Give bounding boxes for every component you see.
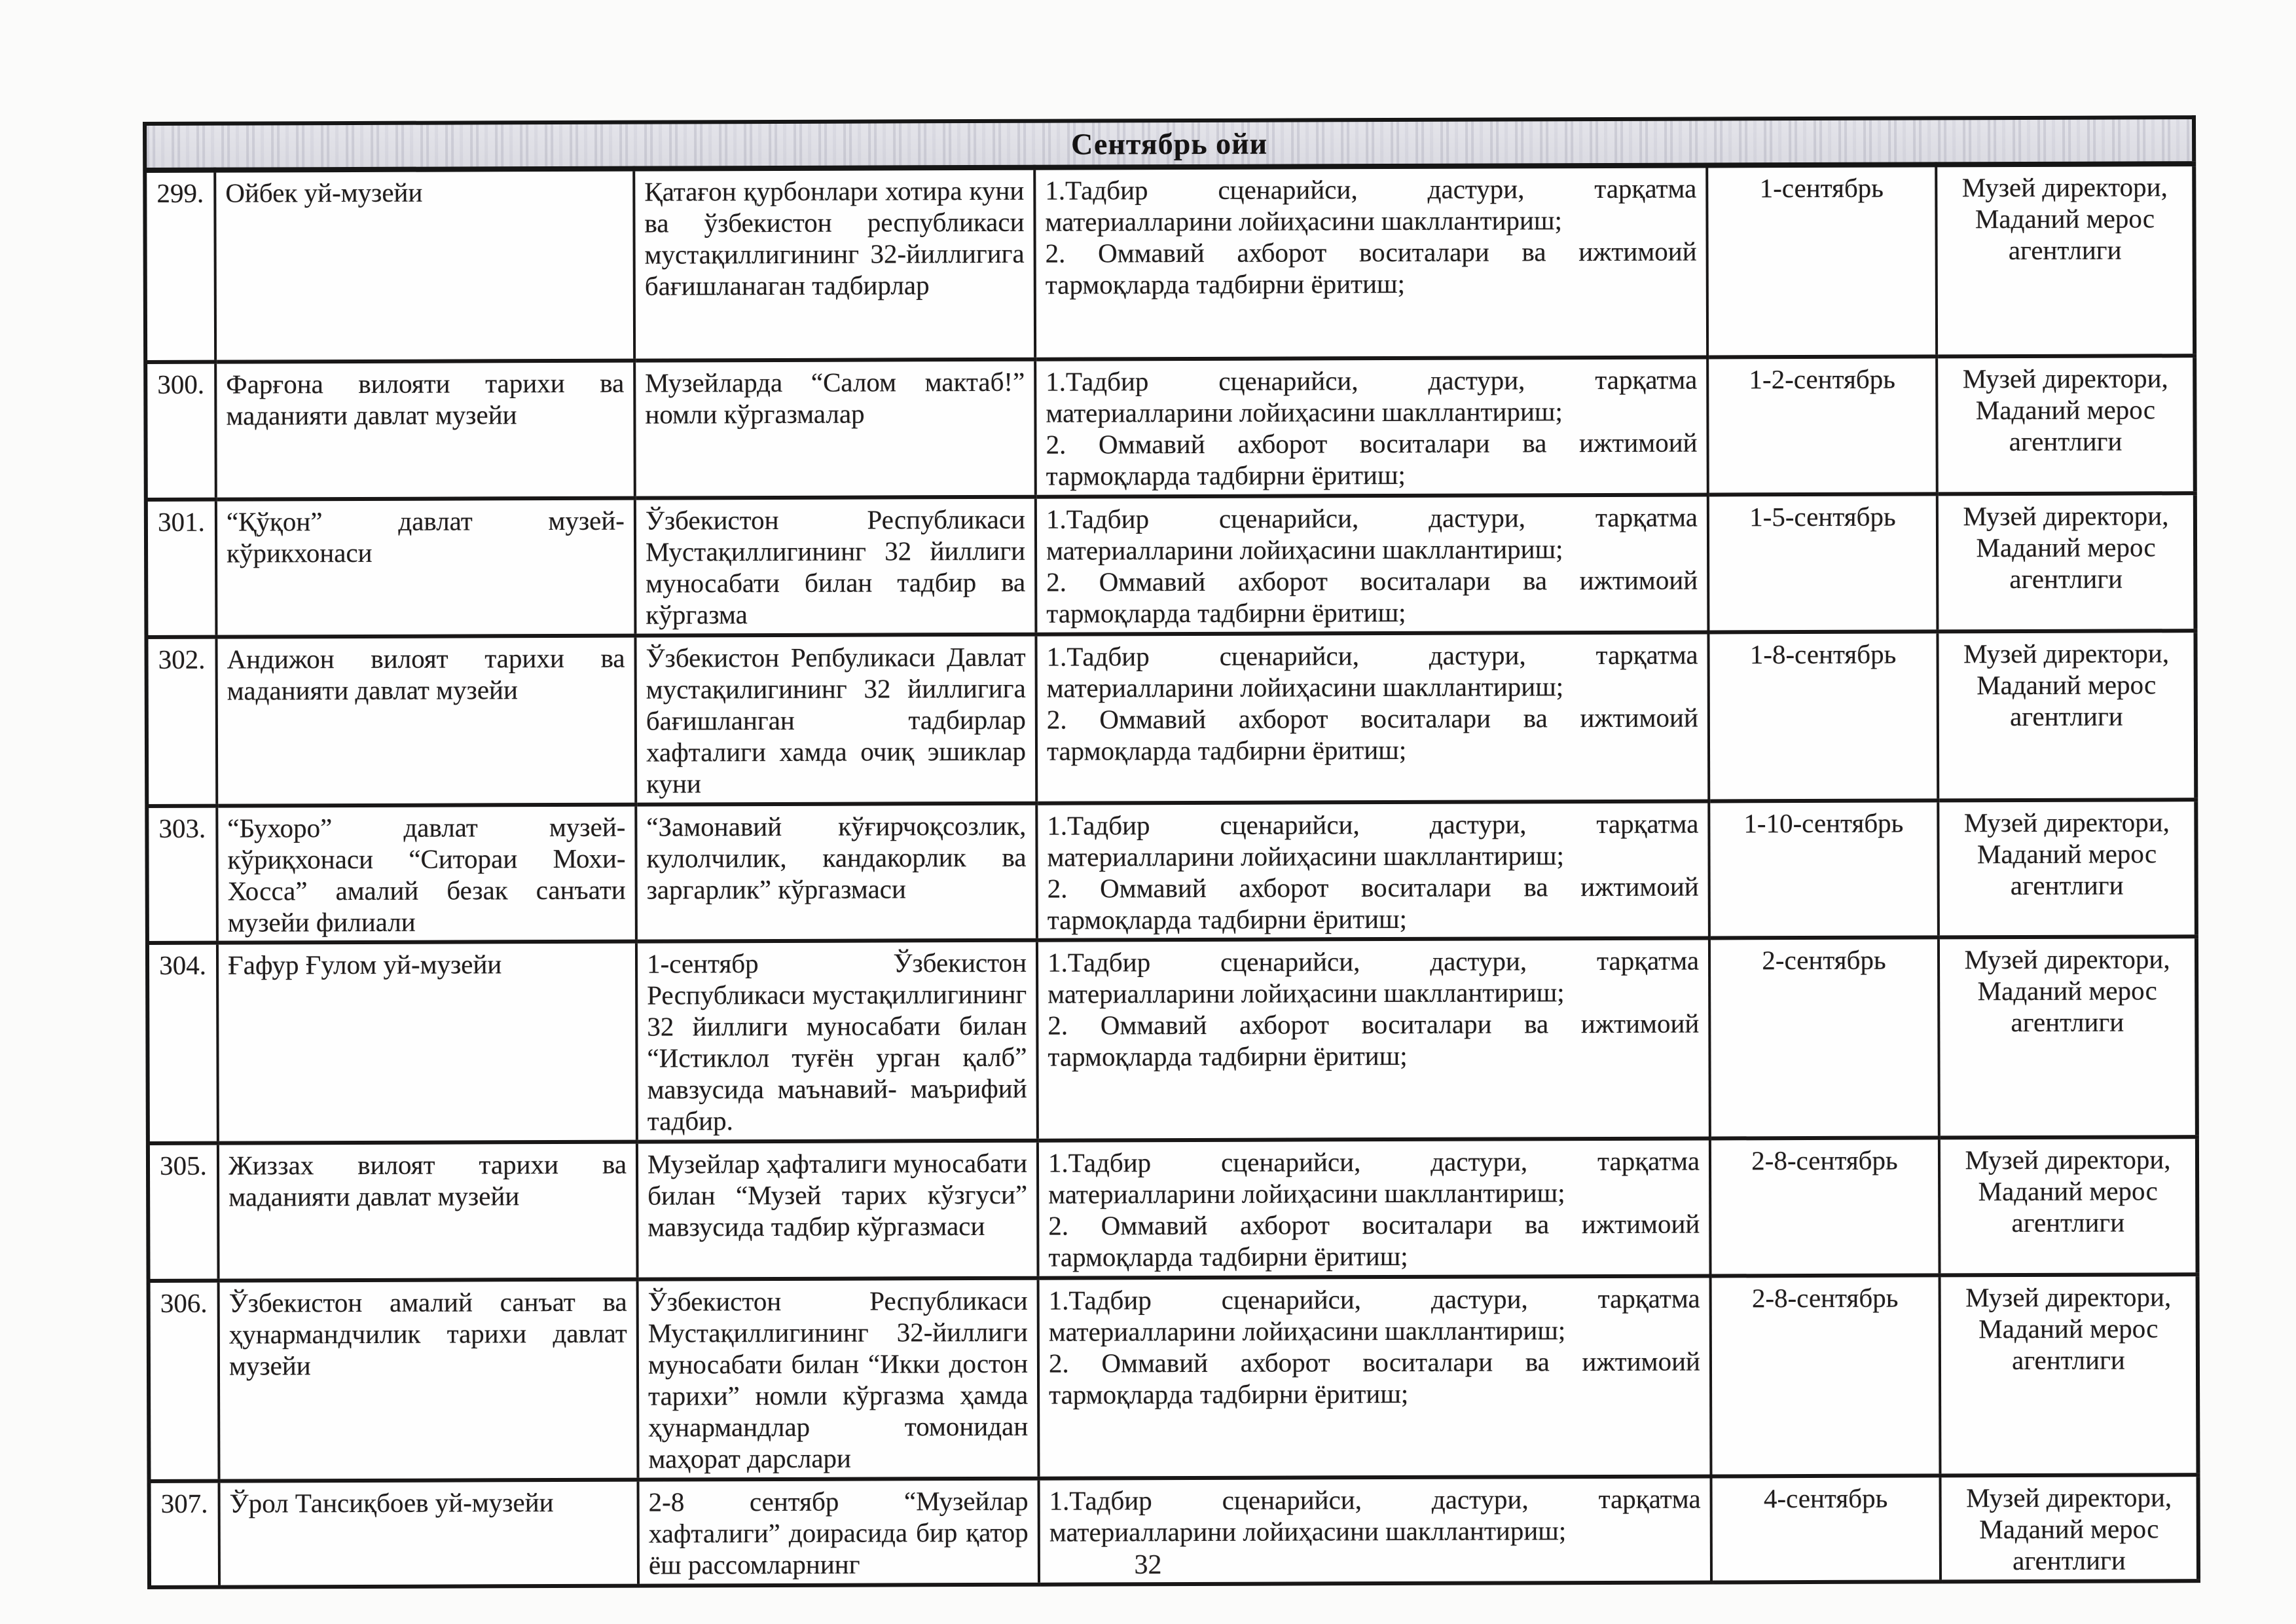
date-cell: 4-сентябрь: [1711, 1475, 1941, 1582]
table-row: [148, 1137, 2198, 1281]
row-number-cell: 304.: [147, 943, 218, 1143]
task-item-2: 2. Оммавий ахборот воситалари ва ижтимоий тармоқларда тадбирни ёритиш;: [1048, 1208, 1700, 1272]
task-item-2: 2. Оммавий ахборот воситалари ва ижтимоий тармоқларда тадбирни ёритиш;: [1048, 1346, 1701, 1410]
tasks-cell: [1038, 1276, 1711, 1479]
table-row: [145, 356, 2195, 500]
page-number: 32: [1134, 1550, 1162, 1580]
row-number-cell: 303.: [147, 805, 217, 943]
responsible-cell: Музей директори, Маданий мерос агентлиги: [1937, 356, 2195, 494]
tasks-cell: [1036, 494, 1709, 634]
task-item-1: 1.Тадбир сценарийси, дастури, тарқатма материалларини лойиҳасини шакллантириш;: [1047, 808, 1699, 872]
table-row: [147, 937, 2197, 1144]
event-description-cell: Ўзбекистон Республикаси Мустақиллигининг 32-йиллиги муносабати билан “Икки достон тарихи” номли кўргазма ҳамда ҳунармандлар томонидан маҳорат дарслари: [638, 1278, 1039, 1480]
date-cell: 1-5-сентябрь: [1708, 494, 1938, 632]
date-cell: 2-сентябрь: [1709, 938, 1939, 1139]
task-item-2: 2. Оммавий ахборот воситалари ва ижтимоий тармоқларда тадбирни ёритиш;: [1048, 1008, 1700, 1073]
event-description-cell: Музейларда “Салом мактаб!” номли кўргазмалар: [634, 360, 1036, 498]
responsible-cell: Музей директори, Маданий мерос агентлиги: [1941, 1475, 2199, 1581]
date-cell: 1-10-сентябрь: [1709, 800, 1939, 938]
museum-name-cell: Ойбек уй-музейи: [215, 169, 634, 362]
task-item-1: 1.Тадбир сценарийси, дастури, тарқатма материалларини лойиҳасини шакллантириш;: [1046, 502, 1698, 566]
task-item-2: 2. Оммавий ахборот воситалари ва ижтимоий тармоқларда тадбирни ёритиш;: [1046, 564, 1698, 629]
table-row: [145, 164, 2195, 362]
tasks-cell: [1038, 1139, 1711, 1278]
task-item-1: 1.Тадбир сценарийси, дастури, тарқатма материалларини лойиҳасини шакллантириш;: [1048, 1145, 1700, 1209]
date-cell: 1-8-сентябрь: [1708, 631, 1938, 801]
row-number-cell: 302.: [146, 637, 217, 805]
month-header-row: [145, 117, 2194, 170]
row-number-cell: 301.: [146, 500, 217, 637]
responsible-cell: Музей директори, Маданий мерос агентлиги: [1937, 631, 2196, 800]
responsible-cell: Музей директори, Маданий мерос агентлиги: [1940, 1274, 2198, 1475]
date-cell: 2-8-сентябрь: [1710, 1138, 1940, 1276]
museum-name-cell: Ғафур Ғулом уй-музейи: [217, 942, 637, 1143]
task-item-2: 2. Оммавий ахборот воситалари ва ижтимоий тармоқларда тадбирни ёритиш;: [1045, 236, 1697, 300]
events-table-wrapper: [143, 115, 2200, 1589]
task-item-1: 1.Тадбир сценарийси, дастури, тарқатма материалларини лойиҳасини шакллантириш;: [1047, 946, 1700, 1010]
table-row: [146, 493, 2196, 637]
table-row: [146, 631, 2196, 806]
museum-name-cell: “Қўқон” давлат музей-кўрикхонаси: [216, 498, 636, 637]
table-row: [149, 1274, 2198, 1481]
museum-name-cell: “Бухоро” давлат музей-кўриқхонаси “Ситораи Мохи-Хосса” амалий безак санъати музейи филиали: [217, 804, 636, 943]
task-item-1: 1.Тадбир сценарийси, дастури, тарқатма материалларини лойиҳасини шакллантириш;: [1049, 1483, 1701, 1547]
responsible-cell: Музей директори, Маданий мерос агентлиги: [1937, 493, 2196, 631]
task-item-1: 1.Тадбир сценарийси, дастури, тарқатма материалларини лойиҳасини шакллантириш;: [1046, 364, 1698, 428]
date-cell: 1-сентябрь: [1707, 164, 1937, 357]
task-item-2: 2. Оммавий ахборот воситалари ва ижтимоий тармоқларда тадбирни ёритиш;: [1046, 702, 1698, 766]
tasks-cell: [1035, 357, 1708, 496]
event-description-cell: Ўзбекистон Репбуликаси Давлат мустақилигининг 32 йиллигига бағишланган тадбирлар хафталиги хамда очиқ эшиклар куни: [635, 634, 1036, 804]
event-description-cell: “Замонавий кўғирчоқсозлик, кулолчилик, кандакорлик ва заргарлик” кўргазмаси: [636, 803, 1037, 942]
event-description-cell: 1-сентябр Ўзбекистон Республикаси мустақиллигининг 32 йиллиги муносабати билан “Истиклол туғён урган қалб” мавзусида маънавий- маърифий тадбир.: [636, 940, 1038, 1142]
task-item-1: 1.Тадбир сценарийси, дастури, тарқатма материалларини лойиҳасини шакллантириш;: [1045, 173, 1697, 237]
responsible-cell: Музей директори, Маданий мерос агентлиги: [1939, 937, 2197, 1138]
responsible-cell: Музей директори, Маданий мерос агентлиги: [1938, 800, 2196, 938]
event-description-cell: Музейлар ҳафталиги муносабати билан “Музей тарих кўзгуси” мавзусида тадбир кўргазмаси: [637, 1141, 1038, 1280]
event-description-cell: Ўзбекистон Республикаси Мустақиллигининг 32 йиллиги муносабати билан тадбир ва кўргазма: [635, 497, 1036, 636]
task-item-2: 2. Оммавий ахборот воситалари ва ижтимоий тармоқларда тадбирни ёритиш;: [1047, 871, 1699, 935]
date-cell: 2-8-сентябрь: [1711, 1276, 1941, 1477]
museum-name-cell: Жиззах вилоят тарихи ва маданияти давлат музейи: [218, 1142, 638, 1281]
row-number-cell: 306.: [149, 1281, 219, 1481]
event-description-cell: 2-8 сентябр “Музейлар хафталиги” доирасида бир қатор ёш рассомларнинг: [638, 1479, 1040, 1586]
responsible-cell: Музей директори, Маданий мерос агентлиги: [1936, 164, 2195, 356]
task-item-1: 1.Тадбир сценарийси, дастури, тарқатма материалларини лойиҳасини шакллантириш;: [1048, 1283, 1700, 1347]
task-item-2: 2. Оммавий ахборот воситалари ва ижтимоий тармоқларда тадбирни ёритиш;: [1046, 427, 1698, 491]
task-item-1: 1.Тадбир сценарийси, дастури, тарқатма материалларини лойиҳасини шакллантириш;: [1046, 639, 1698, 703]
tasks-cell: [1036, 801, 1709, 940]
museum-name-cell: Ўзбекистон амалий санъат ва ҳунармандчилик тарихи давлат музейи: [219, 1280, 638, 1481]
row-number-cell: 299.: [145, 170, 215, 362]
responsible-cell: Музей директори, Маданий мерос агентлиги: [1939, 1137, 2198, 1275]
tasks-cell: [1034, 165, 1707, 359]
row-number-cell: 300.: [145, 362, 216, 500]
tasks-cell: [1037, 938, 1710, 1141]
museum-name-cell: Ўрол Тансиқбоев уй-музейи: [219, 1480, 639, 1587]
september-events-table: [143, 115, 2200, 1589]
event-description-cell: Қатағон қурбонлари хотира куни ва ўзбекистон республикаси мустақиллигининг 32-йиллигига бағишланаган тадбирлар: [634, 168, 1035, 361]
row-number-cell: 305.: [148, 1143, 219, 1281]
museum-name-cell: Фарғона вилояти тарихи ва маданияти давлат музейи: [215, 361, 635, 500]
row-number-cell: 307.: [149, 1481, 220, 1587]
table-row: [147, 800, 2196, 944]
month-header: Сентябрь ойи: [145, 117, 2194, 170]
museum-name-cell: Андижон вилоят тарихи ва маданияти давлат музейи: [216, 635, 636, 805]
date-cell: 1-2-сентябрь: [1707, 356, 1937, 494]
tasks-cell: [1036, 632, 1709, 803]
